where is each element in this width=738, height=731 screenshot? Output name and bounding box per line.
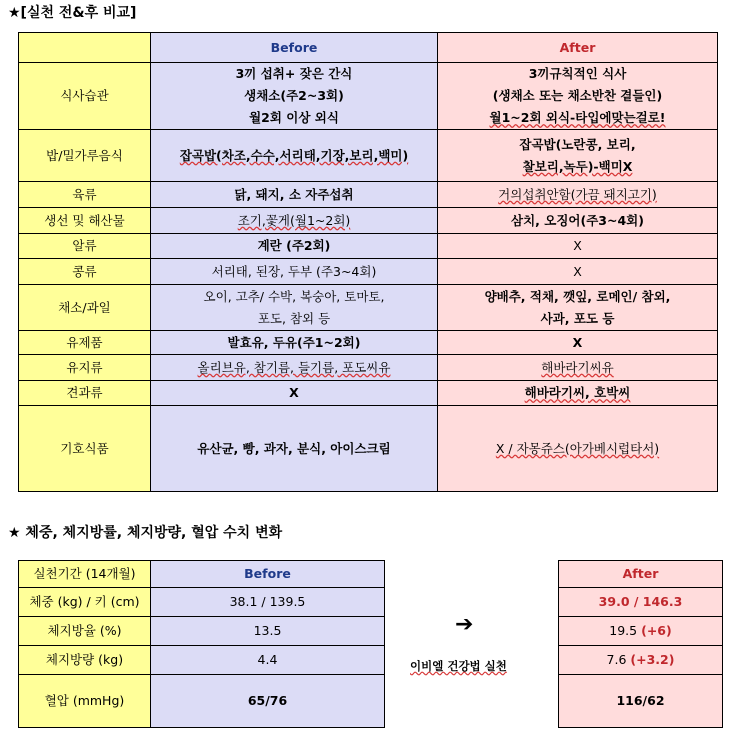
- before-line: 잡곡밥(차조,수수,서리태,기장,보리,백미): [179, 147, 409, 163]
- table-header-row: [19, 33, 718, 63]
- row-label: 생선 및 해산물: [19, 208, 151, 234]
- after-line: 거의섭취안함(가끔 돼지고기): [498, 186, 657, 202]
- after-cell: [438, 381, 718, 406]
- row-label: 밥/밀가루음식: [19, 130, 151, 182]
- before-cell: 유산균, 빵, 과자, 분식, 아이스크림: [151, 406, 438, 492]
- before-value: 65/76: [151, 675, 385, 728]
- after-line: X / 자몽쥬스(아가베시럽타서): [495, 440, 660, 456]
- before-line: 올리브유, 참기름, 들기름, 포도씨유: [197, 359, 391, 375]
- after-line: (생채소 또는 채소반찬 곁들인): [492, 88, 663, 103]
- row-label: 육류: [19, 182, 151, 208]
- after-cell: X: [438, 234, 718, 259]
- after-line: 잡곡밥(노란콩, 보리,: [519, 136, 636, 152]
- table-row: [19, 381, 718, 406]
- after-line: 사과, 포도 등: [540, 310, 615, 326]
- row-label: 알류: [19, 234, 151, 259]
- metric-label: 체지방율 (%): [19, 617, 151, 646]
- after-cell: [438, 355, 718, 381]
- after-line: 해바라기씨, 호박씨: [524, 385, 631, 400]
- header-empty-cell: [19, 33, 151, 63]
- table-row: [19, 617, 385, 646]
- before-cell: 발효유, 두유(주1~2회): [151, 331, 438, 355]
- after-value: [559, 588, 723, 617]
- table-row: [19, 588, 385, 617]
- table-row: [559, 588, 723, 617]
- before-cell: [151, 285, 438, 331]
- table-row: [19, 646, 385, 675]
- row-label: 유제품: [19, 331, 151, 355]
- table-row: [19, 182, 718, 208]
- after-number: 7.6: [606, 652, 627, 667]
- after-line: 3끼규칙적인 식사: [528, 66, 627, 81]
- section-title-metrics: ★ 체중, 체지방률, 체지방량, 혈압 수치 변화: [8, 525, 283, 541]
- before-value: 4.4: [151, 646, 385, 675]
- table-row: [559, 646, 723, 675]
- after-delta: (+6): [641, 623, 672, 638]
- table-header-row: [559, 561, 723, 588]
- comparison-table: [18, 32, 718, 492]
- after-value: [559, 617, 723, 646]
- metrics-after-table: [558, 560, 723, 728]
- table-row: [19, 675, 385, 728]
- after-number: 19.5: [609, 623, 638, 638]
- before-line: 오이, 고추/ 수박, 복숭아, 토마토,: [203, 288, 385, 304]
- after-delta: (+3.2): [630, 652, 675, 667]
- before-cell: 닭, 돼지, 소 자주섭취: [151, 182, 438, 208]
- table-row: [19, 63, 718, 130]
- after-cell: X: [438, 259, 718, 285]
- after-line: 찰보리,녹두)-백미X: [522, 158, 633, 174]
- after-cell: [438, 63, 718, 130]
- period-header: 실천기간 (14개월): [19, 561, 151, 588]
- practice-label: [410, 658, 507, 674]
- after-cell: [438, 130, 718, 182]
- after-line: 월1~2회 외식-타입에맞는걸로!: [489, 110, 666, 125]
- before-cell: [151, 63, 438, 130]
- row-label: 기호식품: [19, 406, 151, 492]
- row-label: 채소/과일: [19, 285, 151, 331]
- table-row: [19, 285, 718, 331]
- section-title-comparison: ★[실천 전&후 비교]: [8, 5, 137, 21]
- before-cell: [151, 355, 438, 381]
- after-cell: [438, 285, 718, 331]
- header-before: Before: [151, 561, 385, 588]
- practice-label-text: 이비엘 건강법 실천: [410, 659, 507, 673]
- row-label: 견과류: [19, 381, 151, 406]
- before-cell: 계란 (주2회): [151, 234, 438, 259]
- before-line: 월2회 이상 외식: [249, 110, 339, 125]
- after-cell: [438, 182, 718, 208]
- before-line: 조기,꽃게(월1~2회): [237, 212, 351, 228]
- table-row: [19, 406, 718, 492]
- before-cell: [151, 130, 438, 182]
- after-line: 양배추, 적채, 깻잎, 로메인/ 참외,: [484, 288, 671, 304]
- after-line: 해바라기씨유: [541, 359, 614, 375]
- after-value: [559, 646, 723, 675]
- before-cell: [151, 208, 438, 234]
- row-label: 식사습관: [19, 63, 151, 130]
- table-row: [559, 675, 723, 728]
- row-label: 유지류: [19, 355, 151, 381]
- after-cell: [438, 406, 718, 492]
- before-cell: 서리태, 된장, 두부 (주3~4회): [151, 259, 438, 285]
- table-row: [19, 259, 718, 285]
- table-row: [559, 617, 723, 646]
- table-row: [19, 130, 718, 182]
- before-value: 38.1 / 139.5: [151, 588, 385, 617]
- before-line: 포도, 참외 등: [257, 310, 331, 326]
- arrow-right-icon: ➔: [455, 612, 474, 637]
- header-after: After: [559, 561, 723, 588]
- before-cell: X: [151, 381, 438, 406]
- table-header-row: [19, 561, 385, 588]
- after-number: 39.0 / 146.3: [598, 594, 683, 609]
- after-cell: X: [438, 331, 718, 355]
- before-line: 생채소(주2~3회): [244, 88, 344, 103]
- metric-label: 혈압 (mmHg): [19, 675, 151, 728]
- table-row: [19, 355, 718, 381]
- table-row: [19, 331, 718, 355]
- table-row: [19, 208, 718, 234]
- before-line: 3끼 섭취+ 잦은 간식: [235, 66, 353, 81]
- table-row: [19, 234, 718, 259]
- header-before: Before: [151, 33, 438, 63]
- metrics-before-table: [18, 560, 385, 728]
- row-label: 콩류: [19, 259, 151, 285]
- before-value: 13.5: [151, 617, 385, 646]
- metric-label: 체지방량 (kg): [19, 646, 151, 675]
- header-after: After: [438, 33, 718, 63]
- metric-label: 체중 (kg) / 키 (cm): [19, 588, 151, 617]
- after-value: 116/62: [559, 675, 723, 728]
- after-cell: 삼치, 오징어(주3~4회): [438, 208, 718, 234]
